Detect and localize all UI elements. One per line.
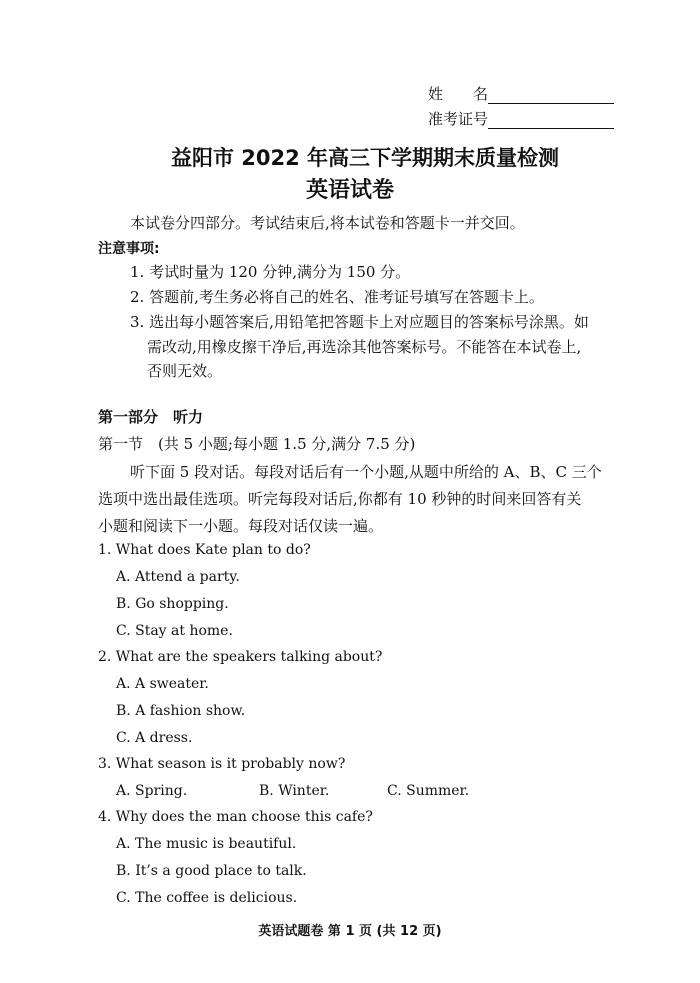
instruction-line: 选项中选出最佳选项。听完每段对话后,你都有 10 秒钟的时间来回答有关 (98, 490, 582, 508)
option-text: B. Go shopping. (116, 596, 229, 612)
instruction-line: 小题和阅读下一小题。每段对话仅读一遍。 (98, 517, 384, 535)
name-field (428, 83, 614, 104)
option-text: A. The music is beautiful. (116, 836, 297, 852)
id-field (428, 108, 614, 129)
question-text: 2. What are the speakers talking about? (98, 649, 383, 665)
option-text: B. It’s a good place to talk. (116, 863, 307, 879)
page-footer: 英语试题卷 第 1 页 (共 12 页) (258, 924, 442, 939)
instruction-line: 听下面 5 段对话。每段对话后有一个小题,从题中所给的 A、B、C 三个 (130, 463, 602, 481)
question-text: 1. What does Kate plan to do? (98, 542, 311, 558)
option-text: B. Winter. (259, 783, 330, 799)
notice-item: 需改动,用橡皮擦干净后,再选涂其他答案标号。不能答在本试卷上, (147, 338, 582, 356)
intro-text: 本试卷分四部分。考试结束后,将本试卷和答题卡一并交回。 (130, 214, 525, 232)
notice-item: 2. 答题前,考生务必将自己的姓名、准考证号填写在答题卡上。 (130, 288, 544, 306)
question-text: 3. What season is it probably now? (98, 756, 346, 772)
option-text: C. Summer. (387, 783, 470, 799)
option-text: C. The coffee is delicious. (116, 890, 298, 906)
option-text: C. A dress. (116, 730, 193, 746)
option-text: A. A sweater. (116, 676, 209, 692)
part1-heading: 第一部分 听力 (98, 408, 204, 426)
notice-heading: 注意事项: (98, 241, 160, 257)
notice-item: 1. 考试时量为 120 分钟,满分为 150 分。 (130, 263, 411, 281)
name-blank (488, 90, 614, 104)
question-text: 4. Why does the man choose this cafe? (98, 809, 373, 825)
notice-item: 否则无效。 (147, 362, 223, 380)
option-text: A. Spring. (116, 783, 188, 799)
sub-title: 英语试卷 (305, 178, 394, 203)
option-text: A. Attend a party. (116, 569, 240, 585)
id-label: 准考证号 (428, 110, 489, 128)
name-label: 姓 名 (428, 85, 489, 103)
section-heading: 第一节 (共 5 小题;每小题 1.5 分,满分 7.5 分) (98, 435, 416, 453)
option-text: C. Stay at home. (116, 623, 233, 639)
notice-item: 3. 选出每小题答案后,用铅笔把答题卡上对应题目的答案标号涂黑。如 (130, 313, 589, 331)
option-text: B. A fashion show. (116, 703, 246, 719)
main-title: 益阳市 2022 年高三下学期期末质量检测 (170, 146, 560, 170)
id-blank (488, 115, 614, 129)
